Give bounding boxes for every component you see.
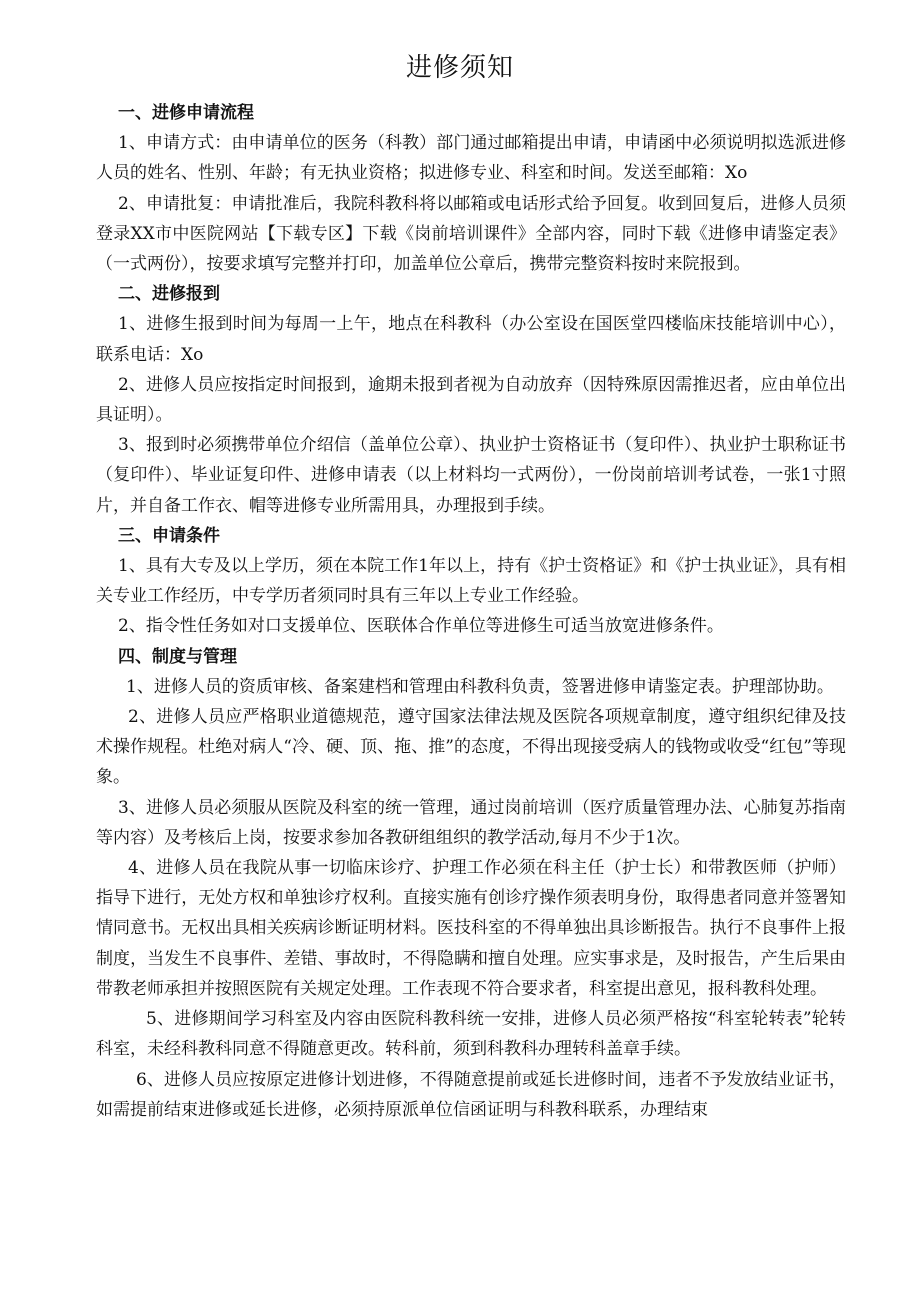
- paragraph: 6、进修人员应按原定进修计划进修，不得随意提前或延长进修时间，违者不予发放结业证书，如需提前结束进修或延长进修，必须持原派单位信函证明与科教科联系，办理结束: [96, 1069, 846, 1120]
- paragraph: 1、申请方式：由申请单位的医务（科教）部门通过邮箱提出申请，申请函中必须说明拟选派进修人员的姓名、性别、年龄；有无执业资格；拟进修专业、科室和时间。发送至邮箱：Xo: [96, 133, 846, 184]
- section-heading-conditions: 三、申请条件: [118, 525, 220, 546]
- paragraph: 4、进修人员在我院从事一切临床诊疗、护理工作必须在科主任（护士长）和带教医师（护师）指导下进行，无处方权和单独诊疗权利。直接实施有创诊疗操作须表明身份，取得患者同意并签署知情同意书。无权出具相关疾病诊断证明材料。医技科室的不得单独出具诊断报告。执行不良事件上报制度，当发生不良事件、差错、事故时，不得隐瞒和擅自处理。应实事求是，及时报告，产生后果由带教老师承担并按照医院有关规定处理。工作表现不符合要求者，科室提出意见，报科教科处理。: [96, 858, 846, 999]
- section-heading-registration: 二、进修报到: [118, 284, 220, 305]
- paragraph: 3、报到时必须携带单位介绍信（盖单位公章）、执业护士资格证书（复印件）、执业护士职称证书（复印件）、毕业证复印件、进修申请表（以上材料均一式两份），一份岗前培训考试卷，一张1寸照片，并自备工作衣、帽等进修专业所需用具，办理报到手续。: [96, 435, 846, 516]
- paragraph: 1、具有大专及以上学历，须在本院工作1年以上，持有《护士资格证》和《护士执业证》，具有相关专业工作经历，中专学历者须同时具有三年以上专业工作经验。: [96, 556, 846, 607]
- paragraph: 5、进修期间学习科室及内容由医院科教科统一安排，进修人员必须严格按“科室轮转表”轮转科室，未经科教科同意不得随意更改。转科前，须到科教科办理转科盖章手续。: [96, 1009, 846, 1060]
- document-body: [96, 98, 846, 1125]
- paragraph: 2、进修人员应按指定时间报到，逾期未报到者视为自动放弃（因特殊原因需推迟者，应由单位出具证明）。: [96, 374, 846, 426]
- paragraph: 3、进修人员必须服从医院及科室的统一管理，通过岗前培训（医疗质量管理办法、心肺复苏指南等内容）及考核后上岗，按要求参加各教研组组织的教学活动,每月不少于1次。: [96, 797, 846, 848]
- paragraph: 2、申请批复：申请批准后，我院科教科将以邮箱或电话形式给予回复。收到回复后，进修人员须登录XX市中医院网站【下载专区】下载《岗前培训课件》全部内容，同时下载《进修申请鉴定表》（一式两份），按要求填写完整并打印，加盖单位公章后，携带完整资料按时来院报到。: [96, 193, 846, 275]
- paragraph: 1、进修人员的资质审核、备案建档和管理由科教科负责，签署进修申请鉴定表。护理部协助。: [126, 676, 834, 697]
- paragraph: 1、进修生报到时间为每周一上午，地点在科教科（办公室设在国医堂四楼临床技能培训中心），联系电话：Xo: [96, 314, 846, 365]
- document-title: 进修须知: [405, 53, 514, 83]
- section-heading-application-process: 一、进修申请流程: [118, 103, 254, 123]
- section-heading-management: 四、制度与管理: [118, 646, 237, 667]
- paragraph: 2、指令性任务如对口支援单位、医联体合作单位等进修生可适当放宽进修条件。: [118, 616, 724, 637]
- paragraph: 2、进修人员应严格职业道德规范，遵守国家法律法规及医院各项规章制度，遵守组织纪律及技术操作规程。杜绝对病人“冷、硬、顶、拖、推”的态度，不得出现接受病人的钱物或收受“红包”等现象。: [96, 707, 846, 788]
